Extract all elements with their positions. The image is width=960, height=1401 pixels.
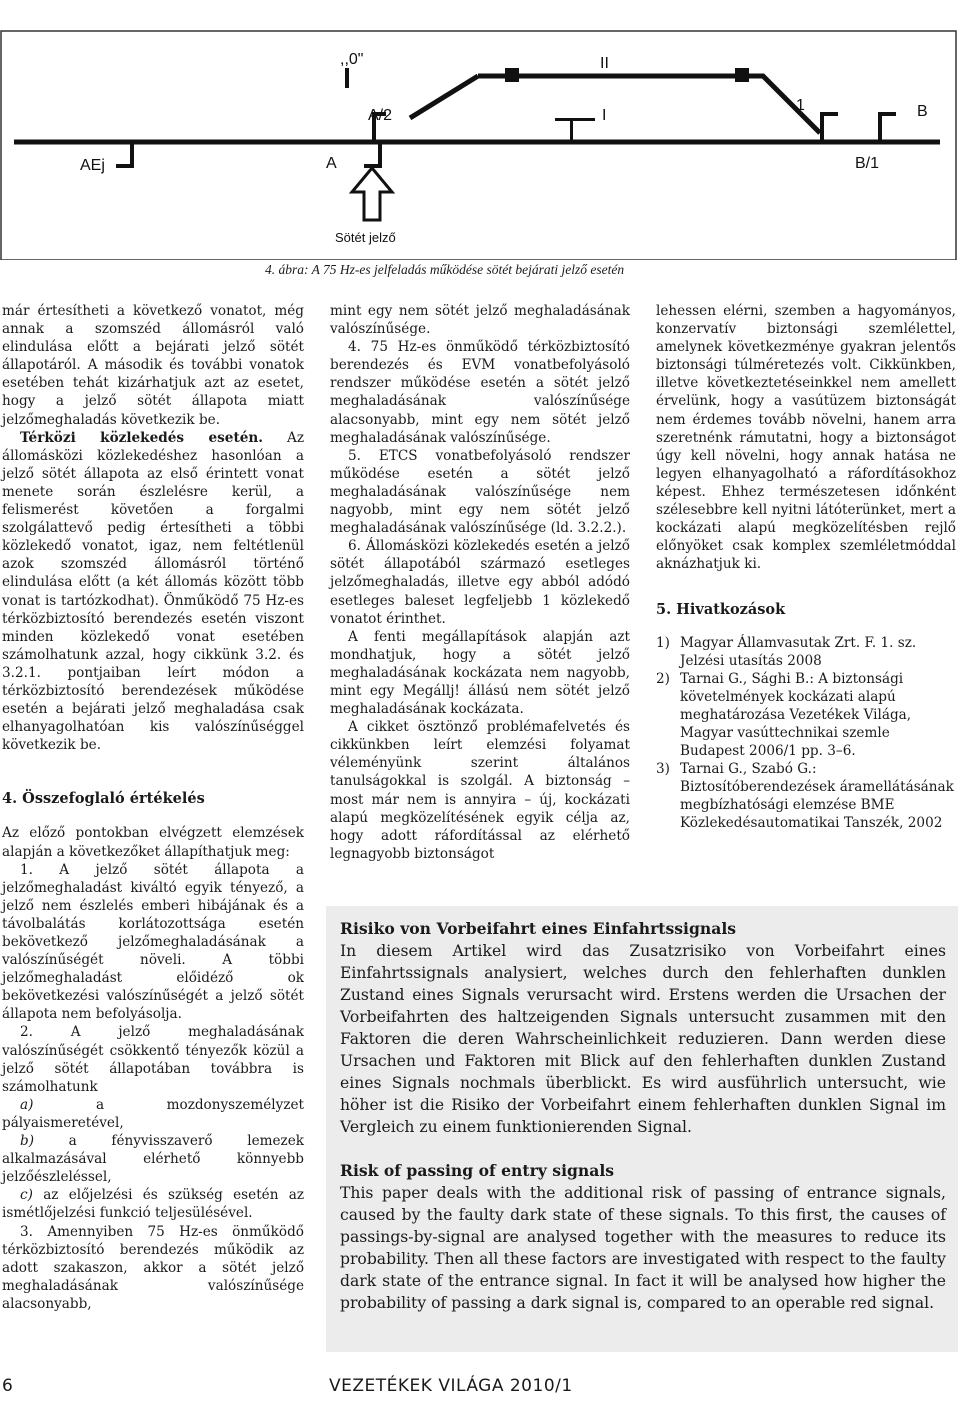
reference-list <box>656 634 956 833</box>
list-item <box>2 1132 304 1186</box>
paragraph: már értesítheti a következő vonatot, még annak a szomszéd állomásról való elindulása előtt a bejárati jelző sötét állapotáról. A második és további vonatok esetében tehát kizárhatjuk azt az esetet, hogy a jelző sötét állapota miatt jelzőmeghaladás következik be. <box>2 303 304 428</box>
reference-number: 2) <box>656 670 670 687</box>
label-a: A <box>326 155 337 172</box>
reference-item <box>656 670 956 760</box>
reference-item <box>656 634 956 670</box>
paragraph: 3. Amennyiben 75 Hz-es önműködő térközbiztosító berendezés működik az adott szakaszon, akkor a sötét jelző meghaladásának valószínűsége alacsonyabb, <box>2 1223 304 1312</box>
track-diagram <box>0 20 958 282</box>
abstract-body-en: This paper deals with the additional risk of passing of entrance signals, caused by the faulty dark state of these signals. To this first, the causes of passings-by-signal are analysed together with the measures to reduce its probability. Then all these factors are investigated with respect to the faulty dark state of the entrance signal. In fact it will be analysed how higher the probability of passing a dark signal is, compared to an operable red signal. <box>340 1184 946 1312</box>
paragraph: mint egy nem sötét jelző meghaladásának valószínűsége. <box>330 303 630 338</box>
reference-number: 3) <box>656 761 670 778</box>
paragraph: 4. 75 Hz-es önműködő térközbiztosító berendezés és EVM vonatbefolyásoló rendszer működése esetén a sötét jelző meghaladásának valószínűsége alacsonyabb, mint egy nem sötét jelző meghaladásának valószínűsége. <box>330 339 630 446</box>
item-text: a fényvisszaverő lemezek alkalmazásával elérhető könnyebb jelzőészleléssel, <box>2 1133 304 1186</box>
label-i: I <box>602 107 607 124</box>
page-number: 6 <box>2 1376 13 1396</box>
reference-text: Magyar Államvasutak Zrt. F. 1. sz. Jelzési utasítás 2008 <box>680 634 917 669</box>
item-letter: a) <box>20 1096 34 1113</box>
paragraph: 6. Állomásközi közlekedés esetén a jelző sötét állapotából származó esetleges jelzőmeghaladás, illetve egy abból adódó esetleges baleset legfeljebb 1 közlekedő vonatot érinthet. <box>330 538 630 627</box>
abstract-title-de: Risiko von Vorbeifahrt eines Einfahrtssignals <box>340 919 737 938</box>
section-heading: 5. Hivatkozások <box>656 601 786 619</box>
label-quote0: ,,0" <box>340 51 364 68</box>
reference-number: 1) <box>656 634 670 651</box>
paragraph <box>2 429 304 755</box>
list-item <box>2 1096 304 1132</box>
list-item <box>2 1186 304 1222</box>
paragraph: A cikket ösztönző problémafelvetés és cikkünkben leírt elemzési folyamat véleményünk szerint általános tanulságokkal is szolgál. A biztonság – most már nem is annyira – új, kockázati alapú megközelítésének egyik célja az, hogy adott ráfordítással az elérhető legnagyobb biztonságot <box>330 719 630 862</box>
reference-text: Tarnai G., Sághi B.: A biztonsági követelmények kockázati alapú meghatározása Vezetékek Világa, Magyar vasúttechnikai szemle Budapest 2006/1 pp. 3–6. <box>680 670 912 760</box>
inline-heading: Térközi közlekedés esetén. <box>20 429 263 446</box>
label-b1: B/1 <box>855 155 880 172</box>
column-3 <box>656 302 956 833</box>
figure-caption: 4. ábra: A 75 Hz-es jelfeladás működése sötét bejárati jelző esetén <box>265 262 625 277</box>
label-signal: Sötét jelző <box>335 230 396 245</box>
label-b: B <box>917 103 928 120</box>
paragraph: 5. ETCS vonatbefolyásoló rendszer működése esetén a sötét jelző meghaladásának valószínűsége nem nagyobb, mint egy nem sötét jelző meghaladásának valószínűsége (ld. 3.2.2.). <box>330 447 630 537</box>
paragraph: 2. A jelző meghaladásának valószínűségét csökkentő tényezők közül a jelző sötét állapotában továbbra is számolhatunk <box>2 1024 304 1095</box>
paragraph: lehessen elérni, szemben a hagyományos, konzervatív biztonsági szemlélettel, amelynek következménye gyakran jelentős biztonsági túlméretezés volt. Cikkünkben, illetve következtetéseinkkel nem amellett érvelünk, hogy a vasútüzem biztonságát nem érdemes tovább növelni, hanem arra szeretnénk rámutatni, hogy a biztonságot úgy kell növelni, hogy annak hatása ne legyen elhanyagolható a ráfordításokhoz képest. Ehhez természetesen időnként szélesebbre kell nyitni látóterünket, mert a kockázati alapú megközelítésben rejlő előnyöket csak komplex szemléletmóddal aknázhatjuk ki. <box>656 303 956 573</box>
abstracts <box>340 918 946 1314</box>
label-aej: AEj <box>80 157 105 174</box>
item-text: a mozdonyszemélyzet pályaismeretével, <box>2 1096 304 1131</box>
reference-text: Tarnai G., Szabó G.: Biztosítóberendezések áramellátásának megbízhatósági elemzése BME Közlekedésautomatikai Tanszék, 2002 <box>680 761 954 832</box>
journal-name: VEZETÉKEK VILÁGA 2010/1 <box>329 1376 573 1396</box>
abstract-body-de: In diesem Artikel wird das Zusatzrisiko von Vorbeifahrt eines Einfahrtssignals analysiert, welches durch den fehlerhaften dunklen Zustand eines Signals verursacht wird. Erstens werden die Ursachen der Vorbeifahrten des haltzeigenden Signals untersucht zusammen mit den Faktoren die deren Wahrscheinlichkeit reduzieren. Dann werden diese Ursachen und Faktoren mit Blick auf den fehlerhaften dunklen Zustand eines Signals nochmals überblickt. Es wird ausführlich untersucht, wie höher ist die Risiko der Vorbeifahrt einem fehlerhaften dunklen Signal im Vergleich zu einem funktionierenden Signal. <box>340 942 946 1136</box>
label-ii: II <box>600 55 609 72</box>
section-heading: 4. Összefoglaló értékelés <box>2 790 205 808</box>
abstract-title-en: Risk of passing of entry signals <box>340 1161 615 1180</box>
label-1: 1 <box>796 97 805 114</box>
paragraph: Az előző pontokban elvégzett elemzések alapján a következőket állapíthatjuk meg: <box>2 825 304 860</box>
label-a2: A/2 <box>368 107 393 124</box>
column-1 <box>2 302 304 1313</box>
paragraph-text: Az állomásközi közlekedéshez hasonlóan a jelző sötét állapota az első érintett vonat menete során észlelésre kerül, a felismerést követően a forgalmi szolgálattevő pedig értesítheti a többi közlekedő vonatot, igaz, nem feltétlenül azok szomszéd állomásról történő elindulása előtt (a két állomás között több vonat is tartózkodhat). Önműködő 75 Hz-es térközbiztosító berendezés esetén viszont minden közlekedő vonat esetében számolhatunk azzal, hogy cikkünk 3.2. és 3.2.1. pontjaiban leírt módon a térközbiztosító berendezések működése esetén a bejárati jelző meghaladása csak elhanyagolhatóan kis valószínűséggel következik be. <box>2 429 304 754</box>
item-letter: c) <box>20 1187 33 1204</box>
item-letter: b) <box>20 1133 35 1150</box>
column-2 <box>330 302 630 863</box>
reference-item <box>656 760 956 832</box>
item-text: az előjelzési és szükség esetén az ismétlőjelzési funkció teljesülésével. <box>2 1187 304 1222</box>
paragraph: 1. A jelző sötét állapota a jelzőmeghaladást kiváltó egyik tényező, a jelző nem észlelés emberi hibájának és a távolbalátás korlátozottsága esetén bekövetkező jelzőmeghaladásának a valószínűségét növeli. A többi jelzőmeghaladást előidéző ok bekövetkezési valószínűségét a jelző sötét állapota nem befolyásolja. <box>2 861 304 1023</box>
track-diagram-svg <box>0 20 958 260</box>
paragraph: A fenti megállapítások alapján azt mondhatjuk, hogy a sötét jelző meghaladásának kockázata nem nagyobb, mint egy Megállj! állású nem sötét jelző meghaladásának kockázata. <box>330 628 630 718</box>
